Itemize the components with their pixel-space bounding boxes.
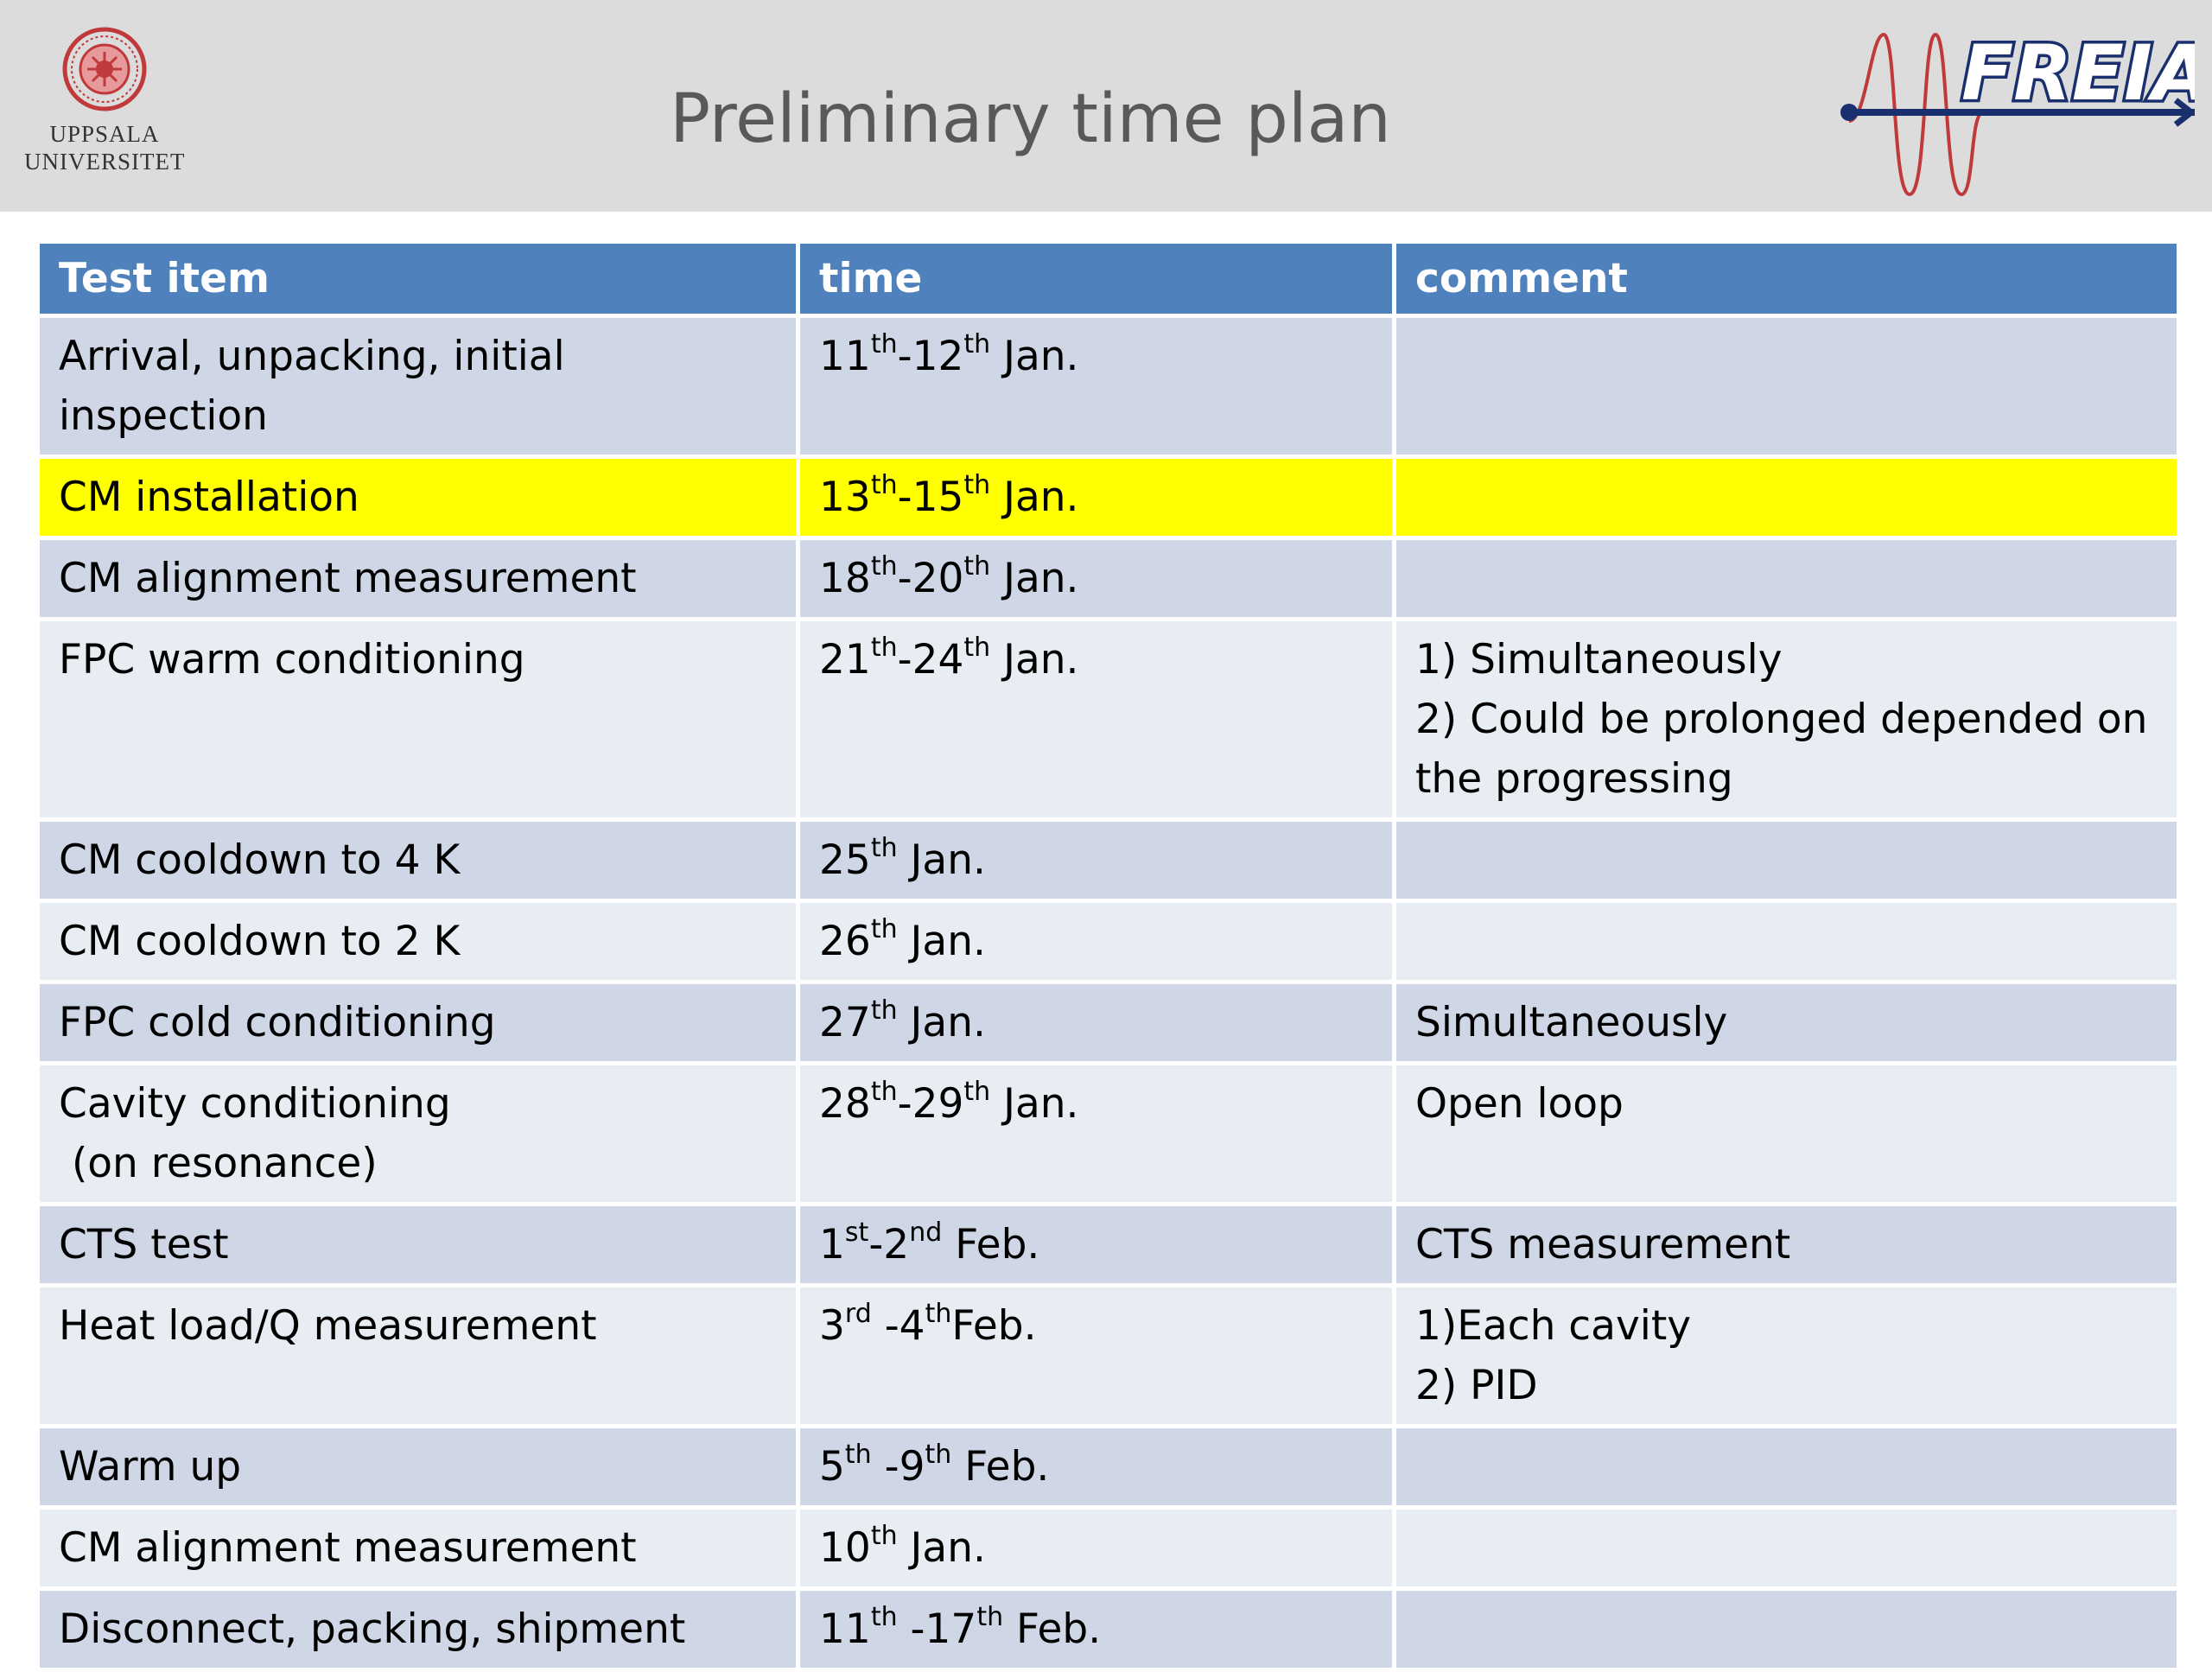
time-cell xyxy=(798,1589,1395,1670)
time-day-end: 15 xyxy=(912,474,964,521)
table-row xyxy=(38,1286,2179,1427)
page-title: Preliminary time plan xyxy=(670,80,1391,158)
test-item-cell: CTS test xyxy=(38,1205,798,1286)
table-header-row xyxy=(38,242,2179,316)
time-separator: - xyxy=(871,1302,899,1350)
table-row xyxy=(38,538,2179,620)
test-item-cell: Disconnect, packing, shipment xyxy=(38,1589,798,1670)
time-month: Feb. xyxy=(942,1221,1040,1268)
time-day-end: 24 xyxy=(912,636,964,683)
time-cell xyxy=(798,620,1395,820)
comment-cell: Simultaneously xyxy=(1395,982,2179,1064)
test-item-cell: Heat load/Q measurement xyxy=(38,1286,798,1427)
time-month: Jan. xyxy=(990,474,1079,521)
table-row xyxy=(38,620,2179,820)
time-suffix-end: th xyxy=(925,1299,952,1329)
test-item-cell: CM cooldown to 4 K xyxy=(38,820,798,901)
test-item-cell: CM alignment measurement xyxy=(38,1508,798,1589)
time-suffix-start: th xyxy=(870,1077,898,1107)
comment-cell xyxy=(1395,820,2179,901)
comment-cell xyxy=(1395,457,2179,538)
test-item-cell: FPC warm conditioning xyxy=(38,620,798,820)
time-day-end: 4 xyxy=(899,1302,925,1350)
time-suffix-start: th xyxy=(870,329,898,359)
time-day-end: 9 xyxy=(899,1443,925,1491)
uppsala-university-logo xyxy=(24,26,185,181)
time-separator: - xyxy=(897,333,912,380)
comment-cell xyxy=(1395,1427,2179,1508)
table-row xyxy=(38,1508,2179,1589)
time-cell xyxy=(798,316,1395,457)
time-month: Feb. xyxy=(951,1302,1037,1350)
freia-logo-icon xyxy=(1832,17,2195,199)
comment-cell xyxy=(1395,620,2179,820)
comment-cell xyxy=(1395,1286,2179,1427)
column-header-time: time xyxy=(798,242,1395,316)
comment-cell: CTS measurement xyxy=(1395,1205,2179,1286)
table-row xyxy=(38,316,2179,457)
time-separator: - xyxy=(897,1080,912,1128)
table-row xyxy=(38,820,2179,901)
time-day-start: 11 xyxy=(819,333,871,380)
time-suffix-start: rd xyxy=(844,1299,872,1329)
time-day-end: 20 xyxy=(912,555,964,602)
time-day-start: 27 xyxy=(819,999,871,1046)
time-month: Jan. xyxy=(897,918,986,965)
time-suffix-end: th xyxy=(925,1440,952,1470)
time-month: Feb. xyxy=(1003,1605,1102,1653)
time-suffix-start: th xyxy=(870,914,898,944)
time-cell xyxy=(798,538,1395,620)
time-day-end: 2 xyxy=(883,1221,910,1268)
comment-cell xyxy=(1395,1589,2179,1670)
time-day-end: 29 xyxy=(912,1080,964,1128)
time-suffix-start: th xyxy=(844,1440,872,1470)
test-item-cell: CM cooldown to 2 K xyxy=(38,901,798,982)
time-suffix-end: th xyxy=(963,329,991,359)
time-separator: - xyxy=(871,1443,899,1491)
time-month: Jan. xyxy=(990,333,1079,380)
time-cell xyxy=(798,1205,1395,1286)
time-suffix-end: th xyxy=(963,1077,991,1107)
comment-cell xyxy=(1395,538,2179,620)
time-separator: - xyxy=(897,1605,925,1653)
time-cell xyxy=(798,901,1395,982)
comment-line: 1) Simultaneously xyxy=(1415,636,1783,683)
time-cell xyxy=(798,457,1395,538)
table-row xyxy=(38,1427,2179,1508)
test-item-cell: CM installation xyxy=(38,457,798,538)
time-month: Feb. xyxy=(951,1443,1050,1491)
test-item-line: (on resonance) xyxy=(59,1140,378,1187)
comment-cell: Open loop xyxy=(1395,1064,2179,1205)
time-suffix-start: st xyxy=(844,1217,869,1248)
column-header-comment: comment xyxy=(1395,242,2179,316)
time-month: Jan. xyxy=(990,555,1079,602)
table-row xyxy=(38,1064,2179,1205)
time-separator: - xyxy=(897,636,912,683)
time-day-start: 10 xyxy=(819,1524,871,1572)
time-suffix-start: th xyxy=(870,551,898,582)
time-suffix-end: th xyxy=(976,1602,1004,1632)
time-cell xyxy=(798,982,1395,1064)
table-row xyxy=(38,1205,2179,1286)
comment-line: 2) PID xyxy=(1415,1362,1538,1409)
time-suffix-start: th xyxy=(870,1602,898,1632)
time-cell xyxy=(798,1508,1395,1589)
table-row xyxy=(38,1589,2179,1670)
time-suffix-end: th xyxy=(963,470,991,500)
time-suffix-start: th xyxy=(870,1521,898,1551)
time-day-start: 13 xyxy=(819,474,871,521)
time-day-start: 5 xyxy=(819,1443,845,1491)
time-month: Jan. xyxy=(897,1524,986,1572)
time-month: Jan. xyxy=(897,999,986,1046)
comment-line: 2) Could be prolonged depended on xyxy=(1415,696,2148,743)
test-item-line: Cavity conditioning xyxy=(59,1080,451,1128)
time-suffix-end: th xyxy=(963,551,991,582)
time-day-end: 17 xyxy=(925,1605,977,1653)
time-suffix-start: th xyxy=(870,995,898,1026)
test-item-cell: FPC cold conditioning xyxy=(38,982,798,1064)
table-row xyxy=(38,901,2179,982)
test-item-cell: Warm up xyxy=(38,1427,798,1508)
time-cell xyxy=(798,820,1395,901)
time-day-start: 25 xyxy=(819,836,871,884)
time-day-start: 18 xyxy=(819,555,871,602)
uu-logo-line2: UNIVERSITET xyxy=(24,149,186,175)
time-plan-table xyxy=(35,239,2181,1672)
slide-header xyxy=(0,0,2212,212)
time-month: Jan. xyxy=(897,836,986,884)
uppsala-seal-icon xyxy=(61,26,148,112)
time-day-start: 3 xyxy=(819,1302,845,1350)
time-day-start: 21 xyxy=(819,636,871,683)
time-suffix-start: th xyxy=(870,633,898,663)
column-header-test-item: Test item xyxy=(38,242,798,316)
table-row xyxy=(38,457,2179,538)
time-month: Jan. xyxy=(990,1080,1079,1128)
test-item-cell xyxy=(38,1064,798,1205)
comment-line: 1)Each cavity xyxy=(1415,1302,1692,1350)
time-cell xyxy=(798,1064,1395,1205)
time-suffix-end: th xyxy=(963,633,991,663)
time-day-start: 11 xyxy=(819,1605,871,1653)
time-suffix-start: th xyxy=(870,470,898,500)
freia-logo-text: FREIA xyxy=(1961,29,2195,118)
time-day-start: 1 xyxy=(819,1221,845,1268)
time-month: Jan. xyxy=(990,636,1079,683)
table-row xyxy=(38,982,2179,1064)
uu-logo-line1: UPPSALA xyxy=(49,121,160,147)
test-item-cell: Arrival, unpacking, initial inspection xyxy=(38,316,798,457)
time-separator: - xyxy=(897,474,912,521)
comment-cell xyxy=(1395,316,2179,457)
time-cell xyxy=(798,1286,1395,1427)
time-cell xyxy=(798,1427,1395,1508)
time-suffix-start: th xyxy=(870,833,898,863)
time-day-start: 28 xyxy=(819,1080,871,1128)
time-day-start: 26 xyxy=(819,918,871,965)
time-separator: - xyxy=(868,1221,884,1268)
freia-logo xyxy=(1832,17,2195,199)
comment-cell xyxy=(1395,901,2179,982)
time-suffix-end: nd xyxy=(909,1217,943,1248)
time-separator: - xyxy=(897,555,912,602)
test-item-cell: CM alignment measurement xyxy=(38,538,798,620)
time-day-end: 12 xyxy=(912,333,964,380)
comment-line: the progressing xyxy=(1415,755,1733,803)
comment-cell xyxy=(1395,1508,2179,1589)
